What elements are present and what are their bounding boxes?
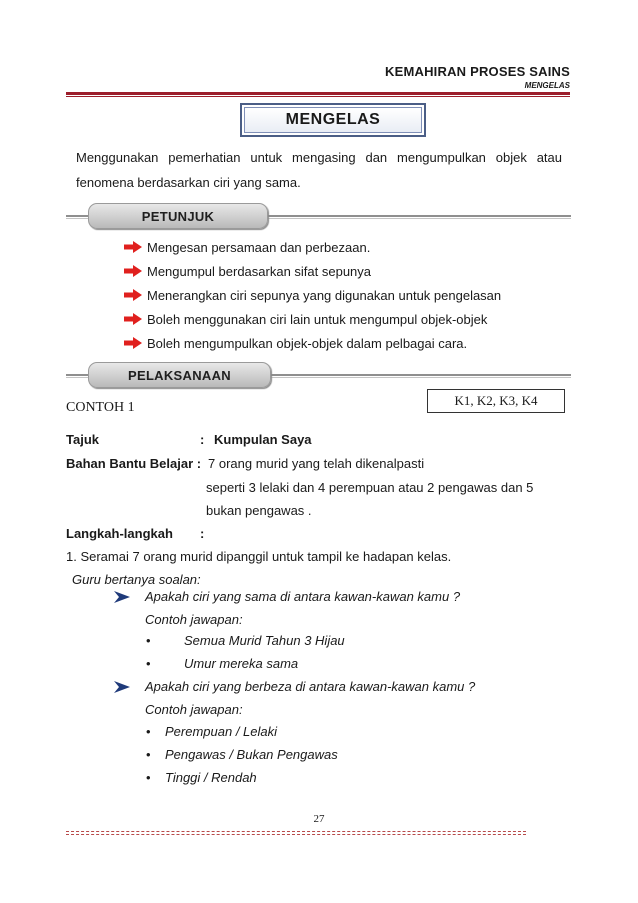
- bullet-dot-icon: •: [146, 656, 151, 671]
- main-title: MENGELAS: [244, 107, 422, 133]
- list-item-text: Mengumpul berdasarkan sifat sepunya: [147, 263, 372, 279]
- header-title: KEMAHIRAN PROSES SAINS: [385, 64, 570, 79]
- main-title-box: [240, 103, 426, 137]
- chevron-right-icon: [114, 591, 130, 603]
- red-arrow-icon: [124, 289, 142, 301]
- bullet-dot-icon: •: [146, 724, 151, 739]
- tajuk-value: Kumpulan Saya: [214, 432, 312, 447]
- bahan-line: seperti 3 lelaki dan 4 perempuan atau 2 pengawas dan 5: [206, 480, 534, 495]
- answer-item: Pengawas / Bukan Pengawas: [165, 747, 338, 762]
- question-1: Apakah ciri yang sama di antara kawan-kawan kamu ?: [145, 589, 461, 604]
- tajuk-colon: :: [200, 432, 205, 447]
- answer-item: Perempuan / Lelaki: [165, 724, 278, 739]
- guru-prompt: Guru bertanya soalan:: [72, 572, 201, 587]
- bullet-dot-icon: •: [146, 770, 151, 785]
- red-arrow-icon: [124, 241, 142, 253]
- bullet-dot-icon: •: [146, 747, 151, 762]
- question-2: Apakah ciri yang berbeza di antara kawan-kawan kamu ?: [145, 679, 476, 694]
- k-levels-box: K1, K2, K3, K4: [427, 389, 565, 413]
- intro-paragraph: Menggunakan pemerhatian untuk mengasing dan mengumpulkan objek atau fenomena berdasarkan ciri yang sama.: [76, 150, 562, 190]
- footer-rule-2: [66, 834, 526, 835]
- answer-item: Tinggi / Rendah: [165, 770, 257, 785]
- step-1: 1. Seramai 7 orang murid dipanggil untuk tampil ke hadapan kelas.: [66, 549, 452, 564]
- contoh-jawapan-2: Contoh jawapan:: [145, 702, 243, 717]
- petunjuk-tab: PETUNJUK: [88, 203, 268, 229]
- page-number: 27: [313, 813, 325, 825]
- footer-rule: [66, 831, 526, 832]
- contoh-jawapan-1: Contoh jawapan:: [145, 612, 243, 627]
- header-rule: [66, 92, 570, 95]
- header-subtitle: MENGELAS: [524, 81, 570, 90]
- answer-item: Umur mereka sama: [184, 656, 299, 671]
- list-item: [124, 259, 501, 283]
- list-item: [124, 331, 501, 355]
- bullet-dot-icon: •: [146, 633, 151, 648]
- red-arrow-icon: [124, 265, 142, 277]
- tajuk-label: Tajuk: [66, 432, 99, 447]
- chevron-right-icon: [114, 681, 130, 693]
- bahan-label: Bahan Bantu Belajar :: [66, 456, 202, 471]
- red-arrow-icon: [124, 313, 142, 325]
- header-rule-thin: [66, 96, 570, 97]
- list-item: [124, 307, 501, 331]
- langkah-colon: :: [200, 526, 205, 541]
- list-item-text: Boleh mengumpulkan objek-objek dalam pelbagai cara.: [147, 335, 468, 351]
- red-arrow-icon: [124, 337, 142, 349]
- list-item: [124, 235, 501, 259]
- list-item: [124, 283, 501, 307]
- petunjuk-list: [124, 235, 501, 355]
- contoh-label: CONTOH 1: [66, 400, 135, 415]
- bahan-line: bukan pengawas .: [206, 503, 312, 518]
- pelaksanaan-tab: PELAKSANAAN: [88, 362, 271, 388]
- list-item-text: Boleh menggunakan ciri lain untuk mengumpul objek-objek: [147, 311, 488, 327]
- list-item-text: Menerangkan ciri sepunya yang digunakan untuk pengelasan: [147, 287, 502, 303]
- list-item-text: Mengesan persamaan dan perbezaan.: [147, 239, 371, 255]
- answer-item: Semua Murid Tahun 3 Hijau: [184, 633, 345, 648]
- langkah-label: Langkah-langkah: [66, 526, 173, 541]
- bahan-line: 7 orang murid yang telah dikenalpasti: [208, 456, 425, 471]
